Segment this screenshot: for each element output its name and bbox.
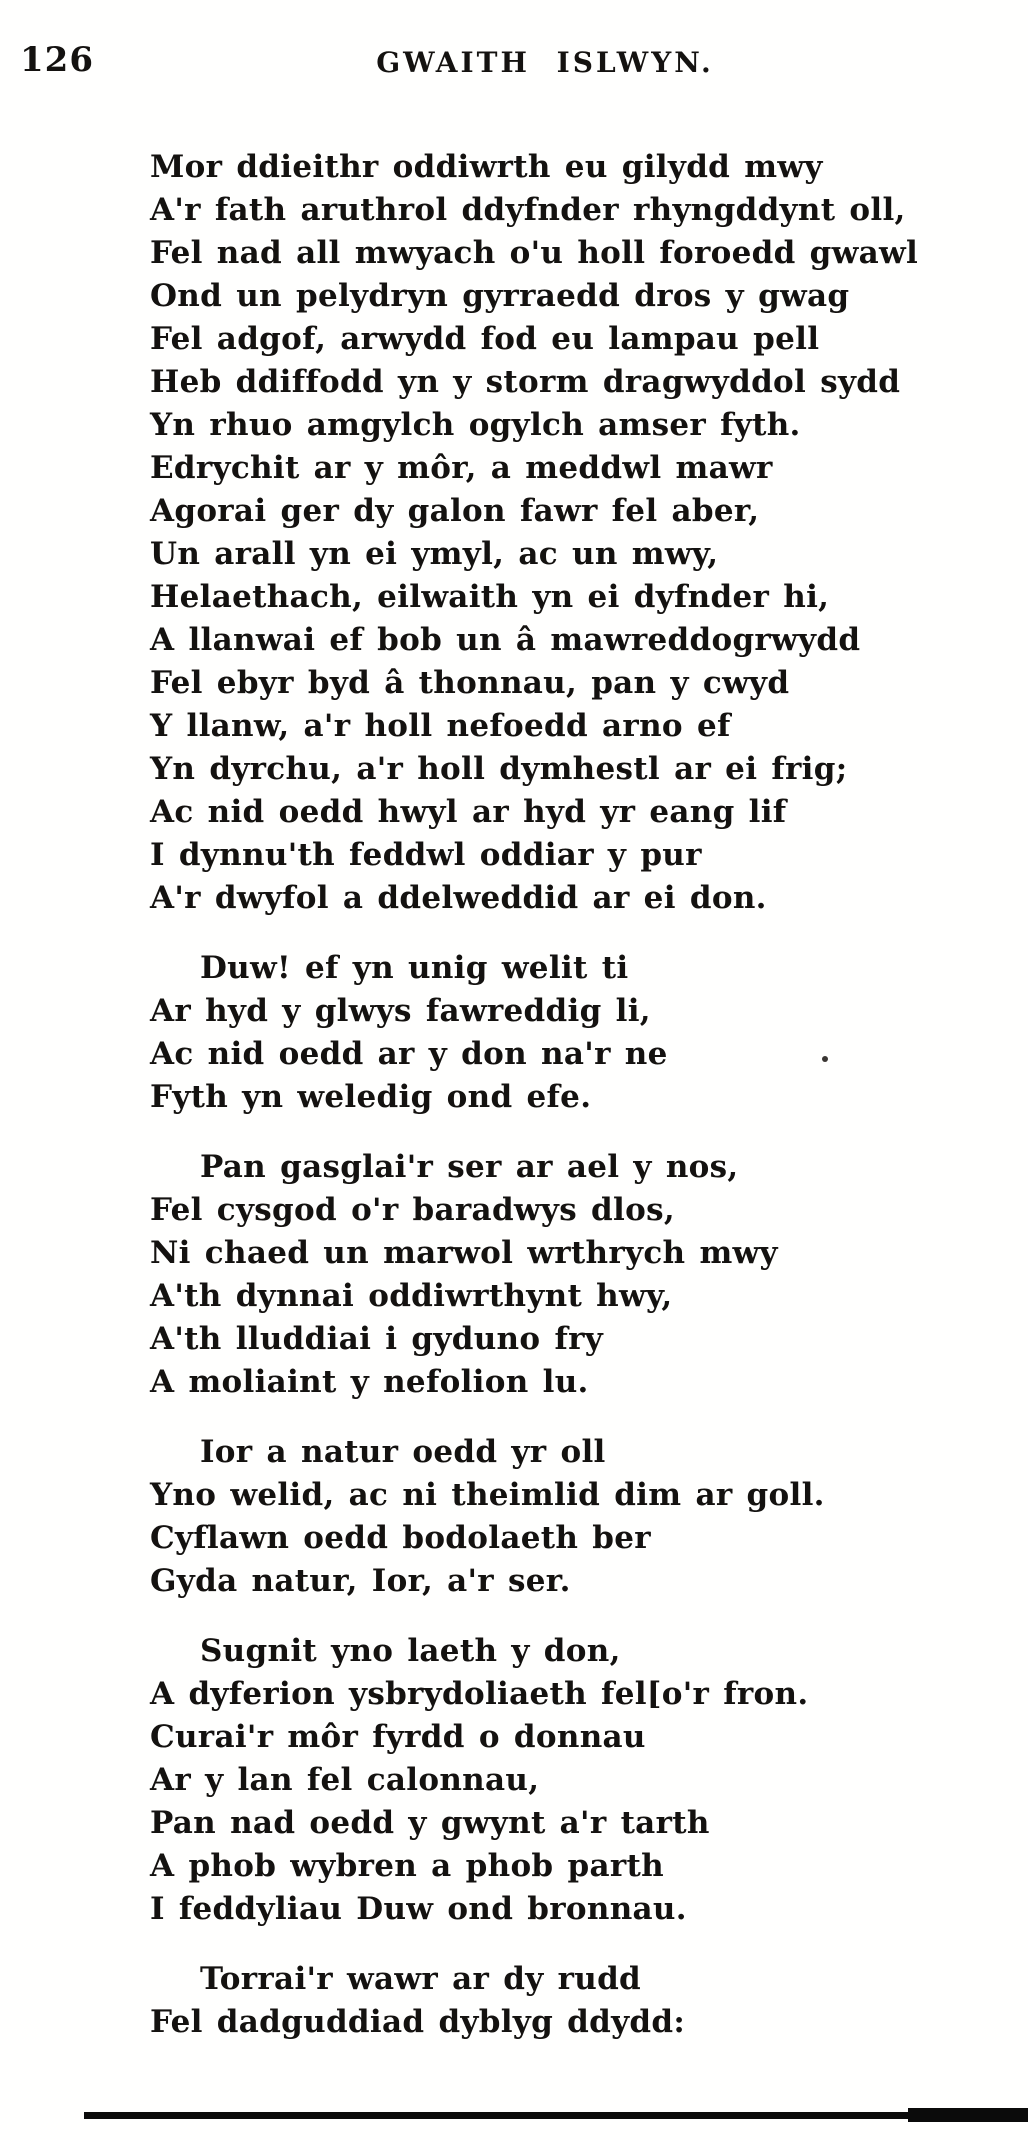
poem-line: Ac nid oedd hwyl ar hyd yr eang lif xyxy=(150,794,787,830)
poem-line: Ni chaed un marwol wrthrych mwy xyxy=(150,1235,778,1271)
poem-line: Agorai ger dy galon fawr fel aber, xyxy=(150,493,760,529)
poem-line: Cyflawn oedd bodolaeth ber xyxy=(150,1520,651,1556)
poem-line: Ond un pelydryn gyrraedd dros y gwag xyxy=(150,278,850,314)
running-header-title: GWAITH ISLWYN. xyxy=(376,46,714,79)
stanza xyxy=(150,947,988,1119)
ink-spot-artifact xyxy=(822,1056,828,1062)
poem-line: A dyferion ysbrydoliaeth fel[o'r fron. xyxy=(150,1676,809,1712)
poem-line: Ar hyd y glwys fawreddig li, xyxy=(150,993,651,1029)
poem-line: Gyda natur, Ior, a'r ser. xyxy=(150,1563,571,1599)
poem-line: Pan gasglai'r ser ar ael y nos, xyxy=(200,1149,739,1185)
poem-line: Fel cysgod o'r baradwys dlos, xyxy=(150,1192,675,1228)
poem-line: Helaethach, eilwaith yn ei dyfnder hi, xyxy=(150,579,830,615)
poem-line: Yn rhuo amgylch ogylch amser fyth. xyxy=(150,407,801,443)
poem-line: Sugnit yno laeth y don, xyxy=(200,1633,621,1669)
poem-line: Fyth yn weledig ond efe. xyxy=(150,1079,592,1115)
poem-line: Torrai'r wawr ar dy rudd xyxy=(200,1961,642,1997)
poem-line: Duw! ef yn unig welit ti xyxy=(200,950,629,986)
poem-line: Fel ebyr byd â thonnau, pan y cwyd xyxy=(150,665,790,701)
poem-line: Mor ddieithr oddiwrth eu gilydd mwy xyxy=(150,149,823,185)
stanza xyxy=(150,1431,988,1603)
poem-line: A phob wybren a phob parth xyxy=(150,1848,664,1884)
poem xyxy=(150,146,988,2071)
poem-line: Yn dyrchu, a'r holl dymhestl ar ei frig; xyxy=(150,751,848,787)
poem-line: A'th lluddiai i gyduno fry xyxy=(150,1321,604,1357)
poem-line: A moliaint y nefolion lu. xyxy=(150,1364,589,1400)
poem-line: Fel adgof, arwydd fod eu lampau pell xyxy=(150,321,820,357)
scan-edge-artifact-right xyxy=(908,2108,1028,2122)
poem-line: A'r fath aruthrol ddyfnder rhyngddynt oll, xyxy=(150,192,906,228)
poem-line: A llanwai ef bob un â mawreddogrwydd xyxy=(150,622,861,658)
poem-line: Ior a natur oedd yr oll xyxy=(200,1434,606,1470)
stanza xyxy=(150,146,988,920)
poem-line: I feddyliau Duw ond bronnau. xyxy=(150,1891,687,1927)
poem-line: Curai'r môr fyrdd o donnau xyxy=(150,1719,646,1755)
poem-line: Un arall yn ei ymyl, ac un mwy, xyxy=(150,536,719,572)
poem-line: Pan nad oedd y gwynt a'r tarth xyxy=(150,1805,710,1841)
poem-line: A'r dwyfol a ddelweddid ar ei don. xyxy=(150,880,767,916)
stanza xyxy=(150,1146,988,1404)
poem-line: Y llanw, a'r holl nefoedd arno ef xyxy=(150,708,731,744)
poem-line: Edrychit ar y môr, a meddwl mawr xyxy=(150,450,773,486)
poem-line: Fel nad all mwyach o'u holl foroedd gwawl xyxy=(150,235,919,271)
poem-line: I dynnu'th feddwl oddiar y pur xyxy=(150,837,702,873)
scan-edge-artifact xyxy=(84,2112,1028,2119)
poem-line: Heb ddiffodd yn y storm dragwyddol sydd xyxy=(150,364,901,400)
poem-line: Ar y lan fel calonnau, xyxy=(150,1762,540,1798)
poem-line: Ac nid oedd ar y don na'r ne xyxy=(150,1036,668,1072)
poem-line: A'th dynnai oddiwrthynt hwy, xyxy=(150,1278,673,1314)
poem-line: Fel dadguddiad dyblyg ddydd: xyxy=(150,2004,686,2040)
stanza xyxy=(150,1958,988,2044)
stanza xyxy=(150,1630,988,1931)
page-number: 126 xyxy=(20,40,94,80)
poem-line: Yno welid, ac ni theimlid dim ar goll. xyxy=(150,1477,825,1513)
